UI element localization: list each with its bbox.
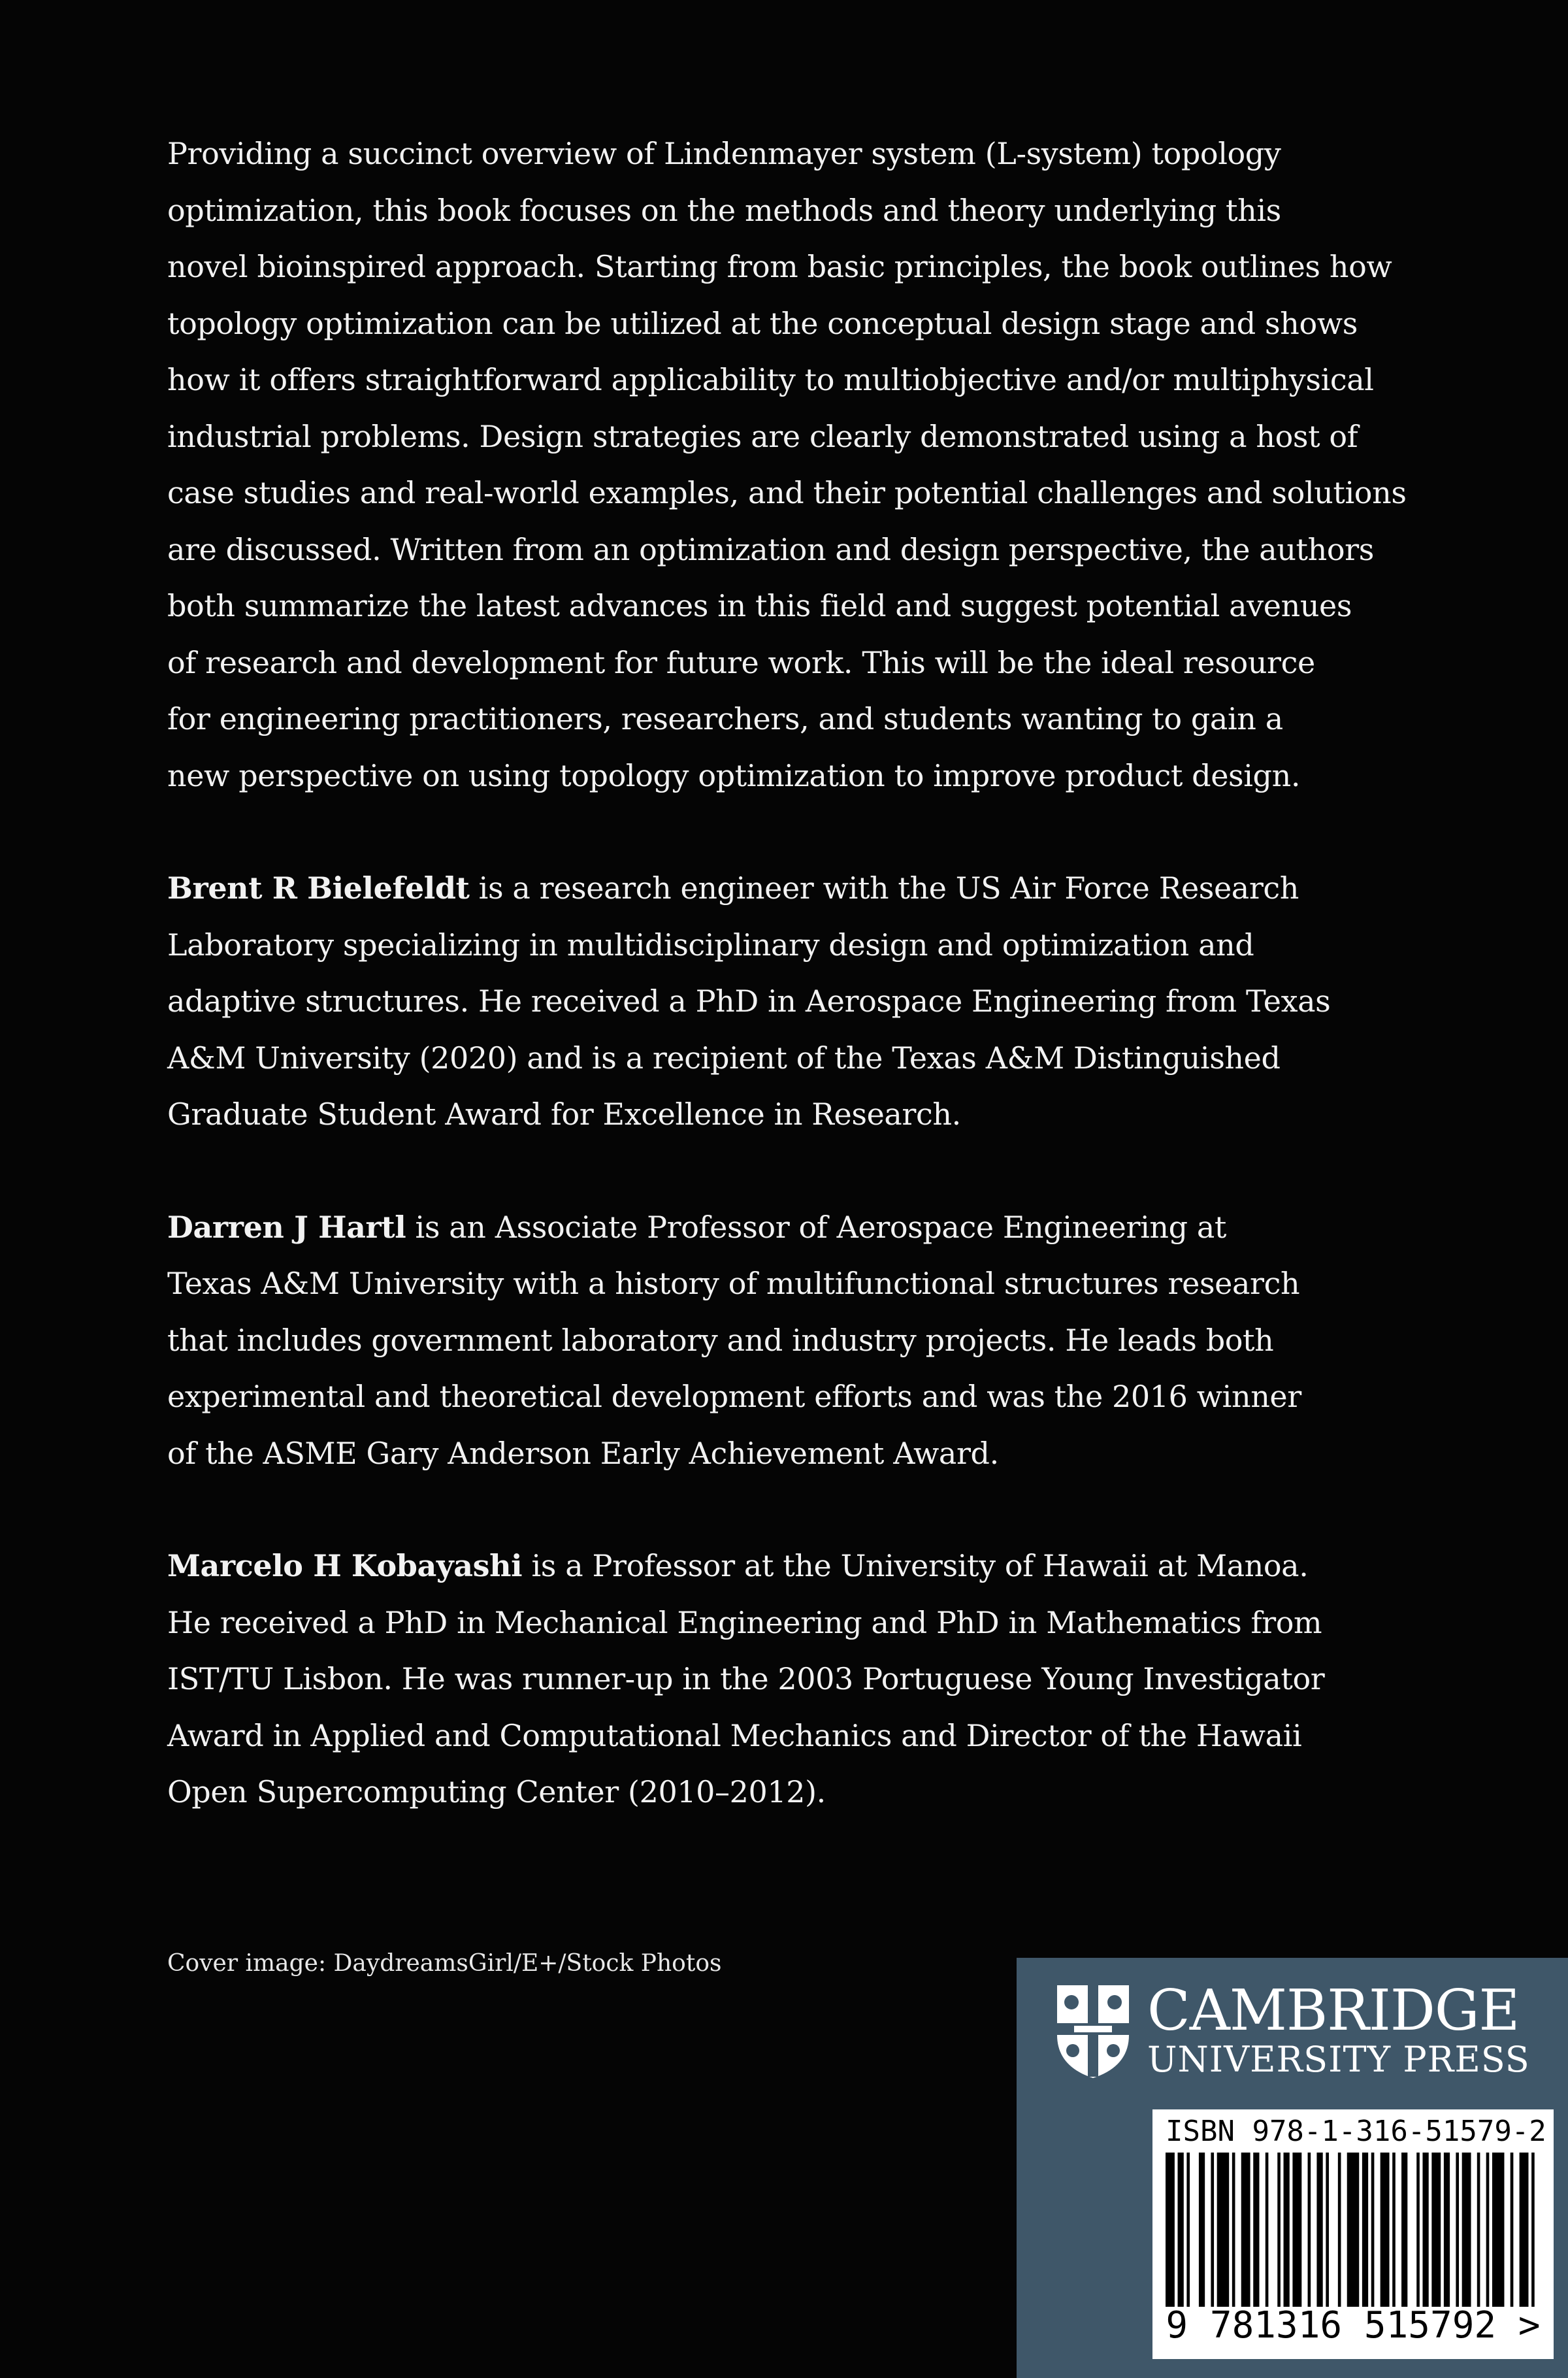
- author-bio-hartl: [167, 1199, 1409, 1482]
- barcode-bar: [1486, 2153, 1490, 2307]
- barcode-bar: [1520, 2153, 1529, 2307]
- author-name: Marcelo H Kobayashi: [167, 1548, 523, 1583]
- description-line: novel bioinspired approach. Starting from basic principles, the book outlines how: [167, 249, 1392, 284]
- barcode-bar: [1308, 2153, 1311, 2307]
- barcode-bar: [1241, 2153, 1250, 2307]
- publisher-name-line2: UNIVERSITY PRESS: [1147, 2039, 1530, 2080]
- description-line: for engineering practitioners, researchers, and students wanting to gain a: [167, 701, 1283, 736]
- bio-line: Texas A&M University with a history of multifunctional structures research: [167, 1266, 1300, 1301]
- barcode-bar: [1444, 2153, 1450, 2307]
- bio-first-line: [167, 1199, 1409, 1256]
- description-line: Providing a succinct overview of Lindenmayer system (L-system) topology: [167, 136, 1281, 171]
- isbn-label: ISBN 978-1-316-51579-2: [1166, 2115, 1546, 2148]
- bio-line: Open Supercomputing Center (2010–2012).: [167, 1774, 826, 1809]
- barcode-bar: [1362, 2153, 1368, 2307]
- barcode-bar: [1232, 2153, 1235, 2307]
- bio-line: He received a PhD in Mechanical Engineering and PhD in Mathematics from: [167, 1604, 1322, 1640]
- bio-line: of the ASME Gary Anderson Early Achievement Award.: [167, 1435, 999, 1471]
- bio-line: A&M University (2020) and is a recipient of the Texas A&M Distinguished: [167, 1040, 1281, 1076]
- barcode-bar: [1178, 2153, 1184, 2307]
- book-description: [167, 125, 1409, 804]
- barcode-bar: [1380, 2153, 1390, 2307]
- bio-text: is a research engineer with the US Air Force Research: [469, 870, 1299, 906]
- bio-line: Laboratory specializing in multidisciplinary design and optimization and: [167, 927, 1254, 963]
- barcode-bar: [1166, 2153, 1175, 2307]
- barcode-bar: [1292, 2153, 1301, 2307]
- barcode-digits: 9 781316 515792 >: [1166, 2304, 1541, 2347]
- barcode-bar: [1316, 2153, 1322, 2307]
- description-line: how it offers straightforward applicability to multiobjective and/or multiphysical: [167, 362, 1374, 397]
- barcode-bar: [1531, 2153, 1535, 2307]
- description-line: industrial problems. Design strategies are clearly demonstrated using a host of: [167, 418, 1358, 454]
- description-line: optimization, this book focuses on the methods and theory underlying this: [167, 192, 1281, 228]
- bio-line: Graduate Student Award for Excellence in Research.: [167, 1097, 961, 1132]
- cover-image-credit: Cover image: DaydreamsGirl/E+/Stock Photos: [167, 1950, 722, 1977]
- barcode-bar: [1431, 2153, 1441, 2307]
- bio-first-line: [167, 1538, 1409, 1594]
- bio-line: experimental and theoretical development efforts and was the 2016 winner: [167, 1379, 1301, 1414]
- author-bio-bielefeldt: [167, 860, 1409, 1143]
- barcode-bar: [1392, 2153, 1396, 2307]
- barcode-bar: [1462, 2153, 1471, 2307]
- bio-line: that includes government laboratory and industry projects. He leads both: [167, 1322, 1274, 1358]
- barcode-bar: [1199, 2153, 1205, 2307]
- barcode-bar: [1186, 2153, 1190, 2307]
- bio-line: Award in Applied and Computational Mechanics and Director of the Hawaii: [167, 1717, 1302, 1753]
- description-line: case studies and real-world examples, and their potential challenges and solutions: [167, 475, 1407, 510]
- barcode-bar: [1277, 2153, 1281, 2307]
- description-line: new perspective on using topology optimization to improve product design.: [167, 757, 1301, 793]
- barcode-bar: [1217, 2153, 1230, 2307]
- description-line: of research and development for future work. This will be the ideal resource: [167, 644, 1315, 680]
- description-line: are discussed. Written from an optimization and design perspective, the authors: [167, 531, 1374, 567]
- barcode-bar: [1511, 2153, 1514, 2307]
- barcode-bar: [1253, 2153, 1259, 2307]
- barcode-bar: [1422, 2153, 1428, 2307]
- description-line: topology optimization can be utilized at the conceptual design stage and shows: [167, 305, 1358, 341]
- barcode-bar: [1347, 2153, 1360, 2307]
- cambridge-crest-icon: [1054, 1983, 1132, 2079]
- back-cover-text: [167, 125, 1409, 1877]
- barcode-bar: [1211, 2153, 1214, 2307]
- bio-text: is a Professor at the University of Hawaii at Manoa.: [522, 1548, 1309, 1583]
- barcode-bar: [1477, 2153, 1480, 2307]
- barcode-bars: [1166, 2153, 1541, 2307]
- publisher-name-line1: CAMBRIDGE: [1147, 1978, 1520, 2043]
- barcode-bar: [1416, 2153, 1420, 2307]
- description-line: both summarize the latest advances in this field and suggest potential avenues: [167, 588, 1352, 623]
- bio-text: is an Associate Professor of Aerospace Engineering at: [406, 1209, 1226, 1245]
- publisher-name: [1147, 1978, 1530, 2080]
- barcode-bar: [1338, 2153, 1341, 2307]
- bio-line: IST/TU Lisbon. He was runner-up in the 2003 Portuguese Young Investigator: [167, 1661, 1325, 1696]
- barcode-bar: [1371, 2153, 1375, 2307]
- barcode-bar: [1326, 2153, 1329, 2307]
- barcode-bar: [1401, 2153, 1407, 2307]
- author-name: Darren J Hartl: [167, 1209, 406, 1245]
- author-name: Brent R Bielefeldt: [167, 870, 470, 906]
- barcode-bar: [1284, 2153, 1290, 2307]
- barcode-bar: [1266, 2153, 1269, 2307]
- barcode-bar: [1456, 2153, 1459, 2307]
- bio-line: adaptive structures. He received a PhD in Aerospace Engineering from Texas: [167, 983, 1331, 1019]
- bio-first-line: [167, 860, 1409, 917]
- publisher-panel: [1017, 1958, 1568, 2378]
- author-bio-kobayashi: [167, 1538, 1409, 1821]
- barcode-bar: [1492, 2153, 1505, 2307]
- isbn-barcode: [1152, 2109, 1554, 2359]
